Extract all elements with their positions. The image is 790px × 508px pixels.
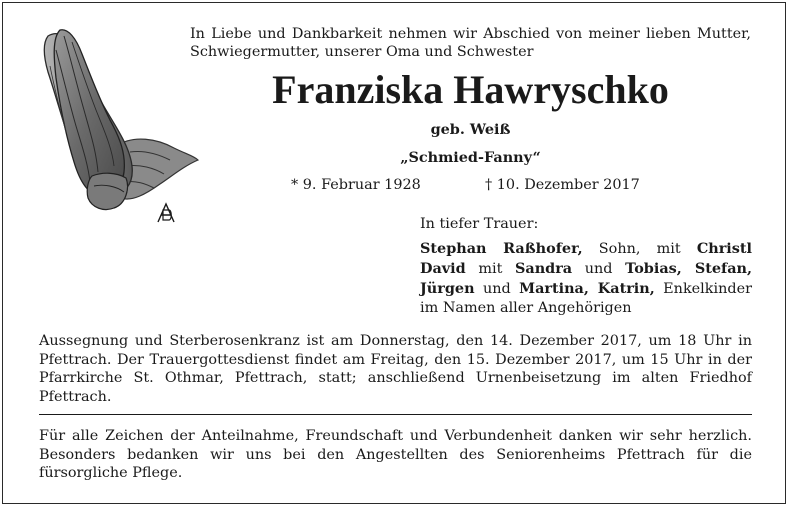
mourner-name: Sandra bbox=[514, 260, 573, 277]
funeral-info: Aussegnung und Sterberosenkranz ist am Donnerstag, den 14. Dezember 2017, um 18 Uhr in Pfettrach. Der Trauergottesdienst findet am Freitag, den 15. Dezember 2017, um 15 Uhr in der Pfarrkirche St. Othmar, Pfettrach, statt; anschließend Urnenbeisetzung im alten Friedhof Pfettrach. bbox=[39, 333, 752, 405]
nickname: „Schmied-Fanny“ bbox=[400, 149, 541, 166]
birth-date: * 9. Februar 1928 bbox=[291, 177, 421, 193]
mourner-name: Stephan Raßhofer, bbox=[420, 240, 583, 257]
thanks-text: Für alle Zeichen der Anteilnahme, Freundschaft und Verbundenheit danken wir sehr herzlich. Besonders bedanken wir uns bei den Angestellten des Seniorenheims Pfettrach für die fürsorgliche Pflege. bbox=[39, 428, 752, 481]
divider bbox=[39, 414, 752, 415]
mourner-name: Martina, Katrin, bbox=[519, 280, 655, 297]
mourner-relation: mit bbox=[465, 261, 515, 277]
mourner-relation: Sohn, mit bbox=[582, 241, 697, 257]
mourners-line bbox=[420, 259, 752, 279]
mourner-name: Tobias, Stefan, bbox=[625, 260, 752, 277]
monogram-icon bbox=[158, 204, 174, 222]
deceased-name: Franziska Hawryschko bbox=[272, 67, 669, 112]
mourner-relation: Enkelkinder bbox=[654, 281, 752, 297]
mourner-name: Jürgen bbox=[420, 280, 475, 297]
mourner-name: Christl bbox=[696, 240, 752, 257]
mourners-list bbox=[420, 239, 752, 318]
mourning-heading: In tiefer Trauer: bbox=[420, 216, 539, 232]
mourners-line bbox=[420, 239, 752, 259]
death-date: † 10. Dezember 2017 bbox=[485, 177, 640, 193]
mourner-relation: und bbox=[474, 281, 520, 297]
mourner-relation: und bbox=[572, 261, 626, 277]
mourner-name: David bbox=[420, 260, 466, 277]
mourners-closing: im Namen aller Angehörigen bbox=[420, 300, 632, 316]
praying-hands-icon bbox=[34, 26, 200, 226]
mourners-line bbox=[420, 279, 752, 299]
intro-text: In Liebe und Dankbarkeit nehmen wir Abschied von meiner lieben Mutter, Schwiegermutter, unserer Oma und Schwester bbox=[190, 26, 751, 60]
maiden-name: geb. Weiß bbox=[430, 121, 511, 138]
